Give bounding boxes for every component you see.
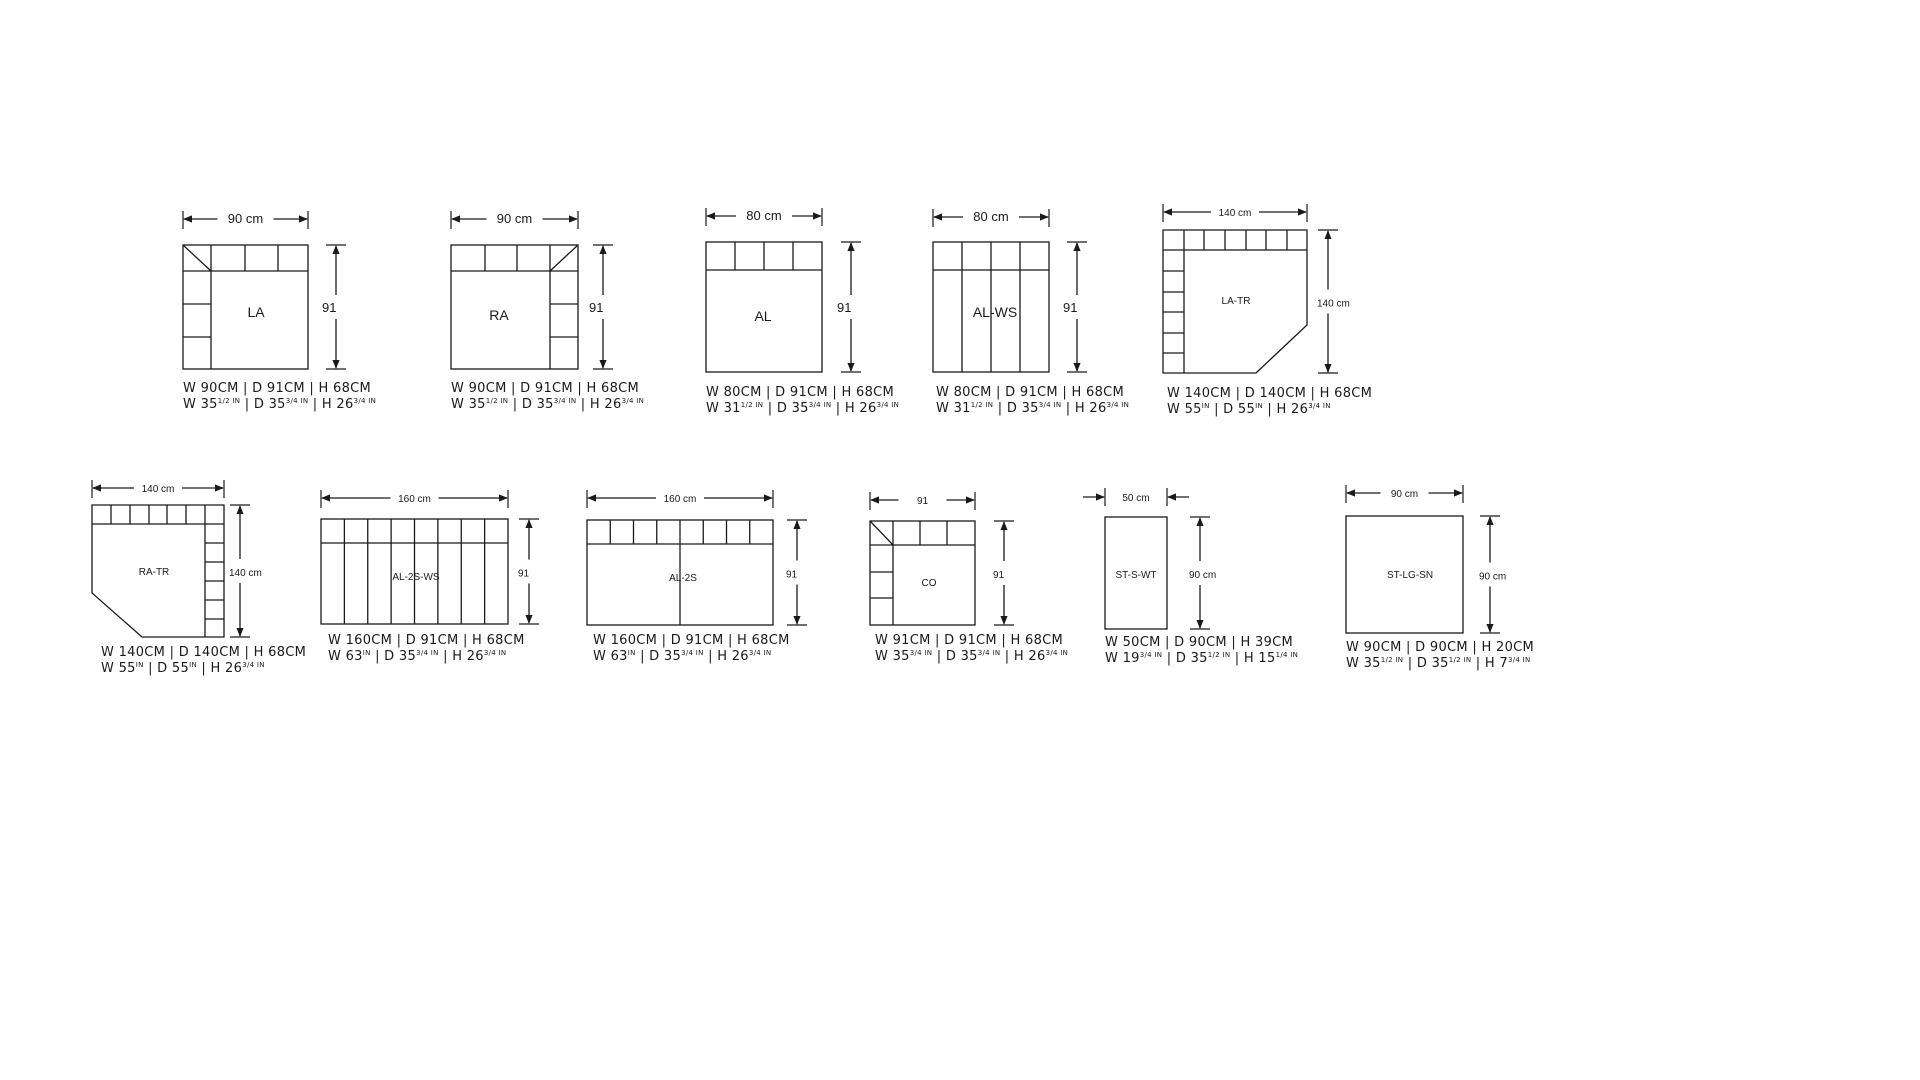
module-code: ST-LG-SN [1386,570,1434,581]
module-la [183,211,376,412]
spec-imperial-superscript: 1/2 IN [485,397,509,405]
spec-imperial-part: | D 35 [932,649,978,664]
depth-label: 90 cm [1189,570,1217,581]
spec-imperial [1167,402,1331,417]
spec-imperial [875,649,1068,664]
spec-imperial-superscript: 3/4 IN [681,649,704,657]
module-st-s-wt [1083,488,1298,666]
depth-label: 140 cm [229,568,262,579]
spec-metric: W 90CM | D 91CM | H 68CM [183,381,372,396]
spec-imperial-superscript: 3/4 IN [1139,651,1163,659]
spec-imperial-superscript: IN [135,661,144,669]
spec-metric: W 90CM | D 91CM | H 68CM [451,381,640,396]
spec-imperial-superscript: 3/4 IN [808,401,832,409]
spec-imperial-part: W 31 [936,401,971,416]
width-label: 80 cm [746,208,782,223]
spec-imperial-superscript: 3/4 IN [416,649,439,657]
spec-imperial-part: | D 55 [143,661,190,676]
module-code: AL-WS [972,304,1018,320]
depth-label: 91 [1063,300,1078,315]
spec-imperial-superscript: 1/2 IN [217,397,241,405]
spec-metric: W 80CM | D 91CM | H 68CM [706,385,895,400]
spec-imperial [328,649,506,664]
spec-metric: W 140CM | D 140CM | H 68CM [1167,386,1373,401]
spec-imperial-part: W 19 [1105,651,1140,666]
spec-imperial-part: | H 26 [1262,402,1309,417]
module-co [870,492,1068,664]
spec-imperial-part: W 35 [875,649,910,664]
width-label: 80 cm [973,209,1009,224]
depth-label: 91 [589,300,604,315]
spec-imperial-part: W 35 [1346,656,1381,671]
width-label: 90 cm [496,211,533,226]
spec-imperial-part: W 63 [328,649,363,664]
depth-label: 91 [518,568,530,580]
spec-imperial-part: | D 35 [1162,651,1208,666]
module-code: CO [921,578,937,589]
spec-imperial [101,661,265,676]
spec-imperial-superscript: 1/2 IN [1207,651,1231,659]
spec-imperial-superscript: 3/4 IN [242,661,265,669]
spec-imperial-part: | H 26 [1061,401,1107,416]
spec-imperial-part: | D 35 [993,401,1039,416]
spec-imperial-superscript: 3/4 IN [553,397,577,405]
spec-imperial-part: | D 35 [635,649,682,664]
width-label: 140 cm [141,484,175,495]
spec-imperial-superscript: 1/2 IN [1380,656,1404,664]
spec-imperial-part: W 35 [451,397,486,412]
module-code: AL [754,308,772,324]
spec-imperial [706,401,899,416]
spec-imperial-superscript: 3/4 IN [1038,401,1062,409]
spec-imperial-superscript: 3/4 IN [1045,649,1069,657]
spec-imperial-superscript: IN [362,649,371,657]
spec-imperial-superscript: 1/2 IN [1448,656,1472,664]
module-code: AL-2S-WS [392,572,440,583]
module-al [706,208,899,416]
module-ra-tr [92,480,306,676]
spec-metric: W 50CM | D 90CM | H 39CM [1105,635,1294,650]
module-code: LA-TR [1221,296,1251,307]
spec-imperial [1346,656,1531,671]
spec-imperial-superscript: 3/4 IN [353,397,377,405]
spec-imperial-part: W 55 [1167,402,1202,417]
spec-imperial-superscript: 3/4 IN [1308,402,1331,410]
spec-imperial-superscript: 3/4 IN [621,397,645,405]
module-la-tr [1163,204,1372,417]
spec-imperial-superscript: 3/4 IN [285,397,309,405]
module-st-lg-sn [1346,485,1534,671]
width-label: 160 cm [398,494,431,505]
module-al-ws [933,209,1129,416]
spec-imperial-part: W 63 [593,649,628,664]
spec-metric: W 90CM | D 90CM | H 20CM [1346,640,1535,655]
spec-imperial-part: | H 26 [196,661,243,676]
spec-imperial-part: | D 35 [370,649,417,664]
module-code: LA [247,304,265,320]
module-code: ST-S-WT [1115,570,1157,581]
module-al-2s-ws [321,490,539,664]
spec-metric: W 160CM | D 91CM | H 68CM [328,633,525,648]
spec-imperial-superscript: 1/4 IN [1275,651,1299,659]
spec-imperial-superscript: IN [189,661,197,669]
spec-imperial-superscript: 3/4 IN [748,649,772,657]
spec-imperial-part: | H 26 [703,649,749,664]
spec-imperial-superscript: 3/4 IN [483,649,507,657]
module-outline [451,245,578,369]
spec-metric: W 140CM | D 140CM | H 68CM [101,645,307,660]
depth-label: 91 [837,300,852,315]
depth-label: 91 [786,569,798,581]
spec-imperial-superscript: 3/4 IN [1106,401,1130,409]
width-label: 90 cm [227,211,264,226]
spec-imperial-part: | H 26 [1000,649,1046,664]
spec-imperial [593,649,771,664]
depth-label: 140 cm [1317,298,1350,310]
spec-imperial-superscript: 1/2 IN [970,401,994,409]
spec-imperial-superscript: 1/2 IN [740,401,764,409]
spec-imperial-superscript: IN [627,649,636,657]
spec-imperial [183,397,376,412]
spec-metric: W 91CM | D 91CM | H 68CM [875,633,1064,648]
spec-imperial-part: | D 35 [240,397,286,412]
spec-imperial-part: W 55 [101,661,136,676]
spec-imperial-part: | H 26 [308,397,354,412]
module-code: AL-2S [669,573,697,584]
spec-imperial-part: | H 26 [438,649,484,664]
width-label: 50 cm [1122,493,1150,504]
width-label: 140 cm [1218,208,1252,219]
corner-diagonal [183,245,211,271]
spec-imperial-superscript: 3/4 IN [909,649,933,657]
spec-imperial-part: W 35 [183,397,218,412]
depth-label: 90 cm [1479,571,1507,583]
depth-label: 91 [993,570,1005,581]
spec-imperial-part: | D 55 [1209,402,1256,417]
spec-imperial-superscript: IN [1255,402,1263,410]
module-code: RA-TR [138,567,170,578]
module-al-2s [587,490,807,664]
spec-imperial-superscript: 3/4 IN [1507,656,1531,664]
spec-imperial-superscript: IN [1201,402,1210,410]
spec-imperial [1105,651,1298,666]
spec-imperial-part: W 31 [706,401,741,416]
width-label: 90 cm [1390,489,1419,500]
spec-imperial-part: | D 35 [1403,656,1449,671]
width-label: 91 [916,496,929,507]
depth-label: 91 [322,300,337,315]
spec-imperial-part: | H 15 [1230,651,1276,666]
width-label: 160 cm [663,494,697,505]
corner-diagonal [870,521,893,545]
spec-imperial-superscript: 3/4 IN [876,401,900,409]
spec-imperial-superscript: 3/4 IN [977,649,1001,657]
corner-diagonal [550,245,578,271]
spec-imperial-part: | H 26 [831,401,877,416]
spec-imperial [451,397,644,412]
spec-metric: W 160CM | D 91CM | H 68CM [593,633,790,648]
module-ra [451,211,644,412]
spec-imperial-part: | H 7 [1471,656,1508,671]
spec-imperial-part: | D 35 [763,401,809,416]
spec-imperial-part: | D 35 [508,397,554,412]
spec-imperial [936,401,1129,416]
spec-imperial-part: | H 26 [576,397,622,412]
module-code: RA [489,307,509,323]
spec-metric: W 80CM | D 91CM | H 68CM [936,385,1125,400]
